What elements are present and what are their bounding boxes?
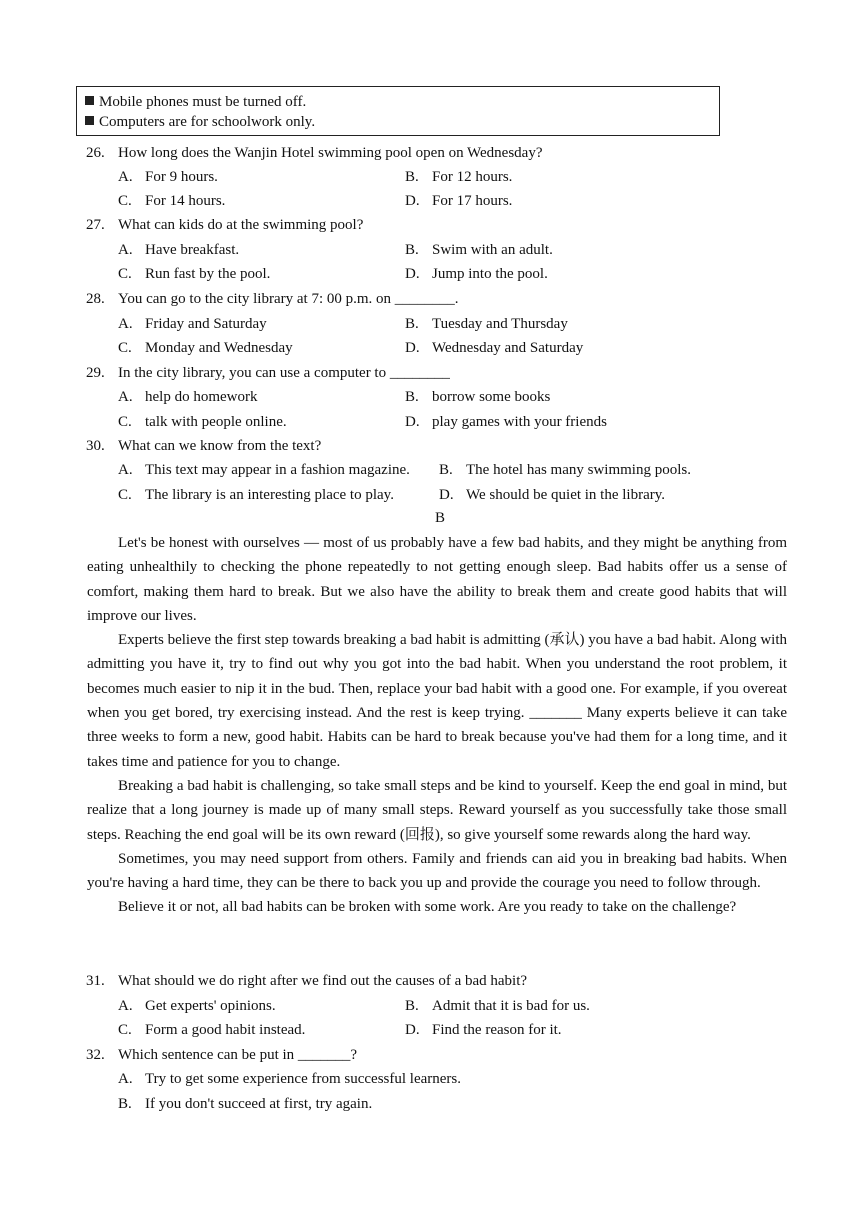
- passage-paragraph: Experts believe the first step towards breaking a bad habit is admitting (承认) you have a bad habit. Along with admitting you have it, try to find out why you got into the bad habit. When you understand the root problem, it becomes much easier to nip it in the bud. Then, replace your bad habit with a good one. For example, if you overeat when you get bored, try exercising instead. And the rest is keep trying. _______ Many experts believe it can take three weeks to form a new, good habit. Habits can be hard to break because you've had them for a long time, and it takes time and patience for you to change.: [87, 632, 788, 770]
- option: C. The library is an interesting place to play.: [118, 487, 394, 503]
- notice-line: Mobile phones must be turned off.: [85, 93, 306, 111]
- option: A. Friday and Saturday: [118, 316, 267, 332]
- option: C. Form a good habit instead.: [118, 1022, 306, 1038]
- question-text: How long does the Wanjin Hotel swimming pool open on Wednesday?: [118, 145, 543, 161]
- passage-paragraph: Breaking a bad habit is challenging, so take small steps and be kind to yourself. Keep the end goal in mind, but realize that a long journey is made up of many small steps. Reward yourself as you successfully take those small steps. Reaching the end goal will be its own reward (回报), so give yourself some rewards along the hard way.: [87, 777, 787, 843]
- question-number: 32.: [86, 1047, 105, 1063]
- option: B. The hotel has many swimming pools.: [439, 462, 691, 478]
- question-text: In the city library, you can use a computer to ________: [118, 365, 450, 381]
- option: C. Run fast by the pool.: [118, 266, 271, 282]
- question-number: 29.: [86, 365, 105, 381]
- option: D. Wednesday and Saturday: [405, 340, 584, 356]
- option: D. For 17 hours.: [405, 193, 513, 209]
- option: D. Find the reason for it.: [405, 1022, 562, 1038]
- notice-line: Computers are for schoolwork only.: [85, 113, 315, 131]
- option: A. Get experts' opinions.: [118, 998, 276, 1014]
- section-label: B: [435, 510, 446, 526]
- passage-paragraph: Believe it or not, all bad habits can be broken with some work. Are you ready to take on the challenge?: [118, 899, 737, 916]
- question-number: 26.: [86, 145, 105, 161]
- question-text: What should we do right after we find out the causes of a bad habit?: [118, 973, 528, 989]
- passage: [87, 531, 787, 920]
- option: B. Tuesday and Thursday: [405, 316, 568, 332]
- option: B. Swim with an adult.: [405, 242, 553, 258]
- question-text: Which sentence can be put in _______?: [118, 1047, 358, 1063]
- option: D. We should be quiet in the library.: [439, 487, 666, 503]
- question-text: You can go to the city library at 7: 00 p.m. on ________.: [118, 291, 459, 307]
- option: C. For 14 hours.: [118, 193, 226, 209]
- option: C. Monday and Wednesday: [118, 340, 293, 356]
- question-text: What can we know from the text?: [118, 438, 322, 454]
- square-bullet-icon: [85, 116, 94, 125]
- option: B. For 12 hours.: [405, 169, 513, 185]
- option: C. talk with people online.: [118, 414, 287, 430]
- square-bullet-icon: [85, 96, 94, 105]
- question-number: 27.: [86, 217, 105, 233]
- option: A. Try to get some experience from successful learners.: [118, 1071, 462, 1087]
- option: B. borrow some books: [405, 389, 551, 405]
- question-number: 30.: [86, 438, 105, 454]
- passage-paragraph: Sometimes, you may need support from others. Family and friends can aid you in breaking bad habits. When you're having a hard time, they can be there to back you up and provide the courage you need to follow through.: [87, 850, 787, 892]
- question-number: 31.: [86, 973, 105, 989]
- option: A. Have breakfast.: [118, 242, 240, 258]
- option: D. play games with your friends: [405, 414, 607, 430]
- question-number: 28.: [86, 291, 105, 307]
- option: A. For 9 hours.: [118, 169, 218, 185]
- notice-box: [76, 86, 720, 136]
- option: B. Admit that it is bad for us.: [405, 998, 590, 1014]
- option: D. Jump into the pool.: [405, 266, 548, 282]
- question-text: What can kids do at the swimming pool?: [118, 217, 364, 233]
- option: A. help do homework: [118, 389, 258, 405]
- option: B. If you don't succeed at first, try again.: [118, 1096, 373, 1112]
- option: A. This text may appear in a fashion magazine.: [118, 462, 410, 478]
- passage-paragraph: Let's be honest with ourselves — most of us probably have a few bad habits, and they might be anything from eating unhealthily to checking the phone repeatedly to not getting enough sleep. Bad habits offer us a sense of comfort, making them hard to break. But we also have the ability to break them and create good habits that will improve our lives.: [87, 535, 787, 624]
